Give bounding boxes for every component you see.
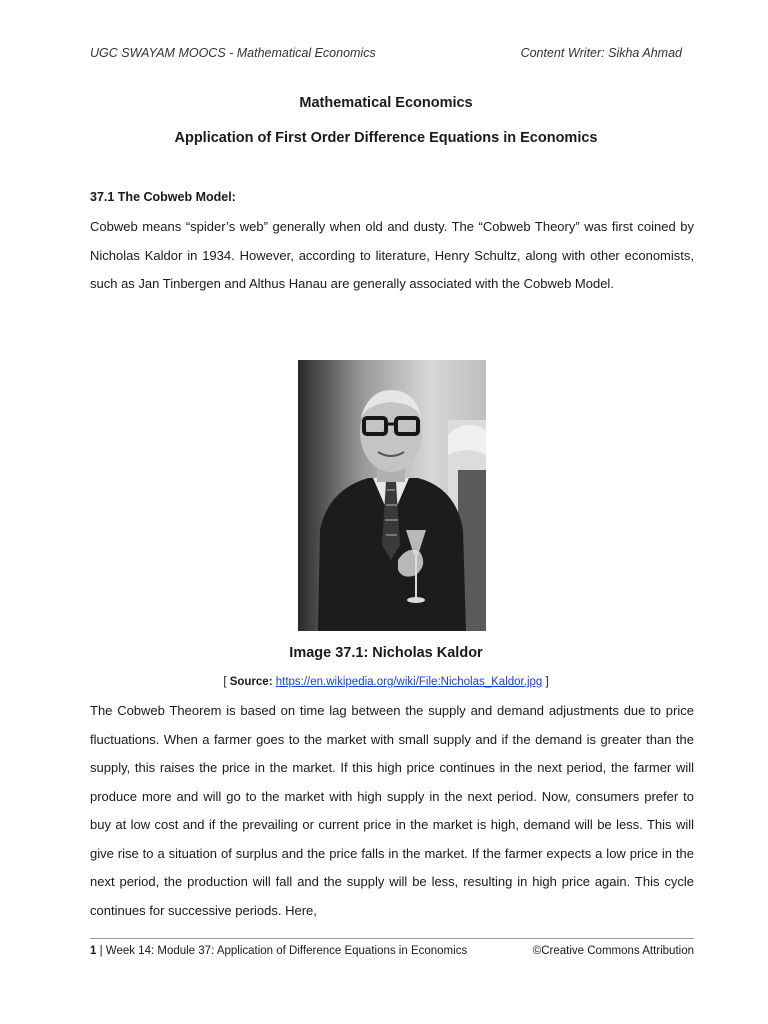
footer-module-text: Week 14: Module 37: Application of Difference Equations in Economics	[105, 945, 468, 957]
source-open: [	[223, 676, 230, 688]
page-header	[90, 46, 682, 64]
document-subtitle: Application of First Order Difference Equations in Economics	[174, 130, 598, 146]
portrait-photo	[298, 360, 486, 631]
figure-caption: Image 37.1: Nicholas Kaldor	[289, 645, 483, 661]
intro-paragraph: Cobweb means “spider’s web” generally when old and dusty. The “Cobweb Theory” was first coined by Nicholas Kaldor in 1934. However, according to literature, Henry Schultz, along with other economists, such as Jan Tinbergen and Althus Hanau are generally associated with the Cobweb Model.	[90, 219, 694, 291]
footer-separator: |	[96, 945, 106, 957]
header-course-title: UGC SWAYAM MOOCS - Mathematical Economics	[90, 46, 376, 60]
page-number: 1	[90, 945, 97, 957]
source-close: ]	[542, 676, 549, 688]
header-content-writer: Content Writer: Sikha Ahmad	[520, 46, 682, 60]
document-title: Mathematical Economics	[299, 95, 473, 111]
footer-license: ©Creative Commons Attribution	[532, 945, 694, 957]
section-heading: 37.1 The Cobweb Model:	[90, 190, 236, 204]
footer-left	[90, 945, 467, 957]
figure-source	[90, 676, 682, 688]
footer-divider	[90, 938, 694, 939]
source-link[interactable]: https://en.wikipedia.org/wiki/File:Nicholas_Kaldor.jpg	[275, 676, 543, 688]
body-paragraph: The Cobweb Theorem is based on time lag between the supply and demand adjustments due to price fluctuations. When a farmer goes to the market with small supply and if the demand is greater than the supply, this raises the price in the market. If this high price continues in the next period, the farmer will produce more and will go to the market with high supply in the next period. Now, consumers prefer to buy at low cost and if the prevailing or current price in the market is high, demand will be less. This will give rise to a situation of surplus and the price falls in the market. If the farmer expects a low price in the next period, the production will fall and the supply will be less, resulting in high price again. This cycle continues for successive periods. Here,	[90, 703, 694, 918]
source-label: Source:	[229, 676, 273, 688]
